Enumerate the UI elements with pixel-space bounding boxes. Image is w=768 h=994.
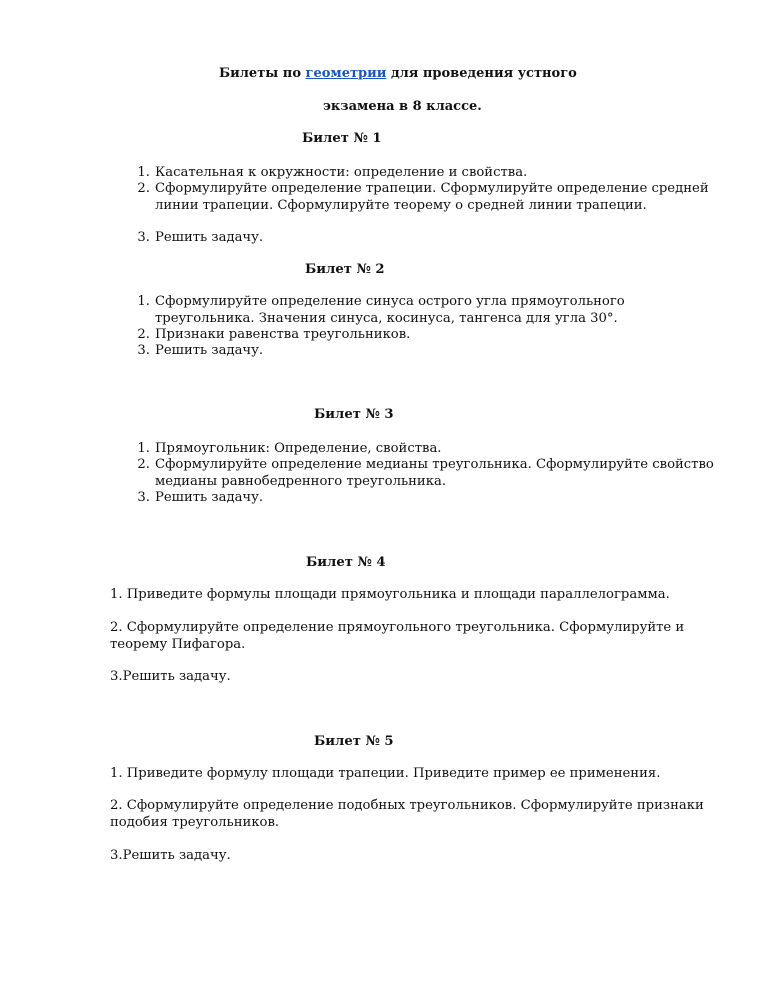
ticket-3-item-3-number: 3. — [137, 490, 150, 505]
ticket-3-item-3: Решить задачу. — [155, 490, 264, 505]
ticket-5-paragraph-2: 2. Сформулируйте определение подобных треугольников. Сформулируйте признаки подобия треугольников. — [110, 798, 704, 830]
ticket-5-paragraph-3: 3.Решить задачу. — [110, 848, 231, 863]
ticket-3-item-2-number: 2. — [137, 457, 150, 472]
ticket-1-item-3: Решить задачу. — [155, 230, 264, 245]
geometry-link[interactable]: геометрии — [305, 66, 387, 81]
document-subtitle: экзамена в 8 классе. — [323, 99, 482, 114]
ticket-4-heading: Билет № 4 — [306, 555, 386, 570]
ticket-2-item-2: Признаки равенства треугольников. — [155, 327, 411, 342]
ticket-3-item-1-number: 1. — [137, 441, 150, 456]
ticket-1-item-2: Сформулируйте определение трапеции. Сформулируйте определение средней линии трапеции. Сформулируйте теорему о средней линии трапеции. — [155, 181, 709, 213]
ticket-2-item-3-number: 3. — [137, 343, 150, 358]
title-prefix: Билеты по — [219, 66, 306, 81]
ticket-2-item-2-number: 2. — [137, 327, 150, 342]
ticket-3-item-1: Прямоугольник: Определение, свойства. — [155, 441, 442, 456]
ticket-3-heading: Билет № 3 — [314, 407, 394, 422]
ticket-4-paragraph-2: 2. Сформулируйте определение прямоугольного треугольника. Сформулируйте и теорему Пифагора. — [110, 620, 685, 652]
ticket-1-item-2-number: 2. — [137, 181, 150, 196]
ticket-2-item-1: Сформулируйте определение синуса острого угла прямоугольного треугольника. Значения синуса, косинуса, тангенса для угла 30°. — [155, 294, 625, 326]
document-title — [219, 66, 577, 83]
ticket-2-item-1-number: 1. — [137, 294, 150, 309]
ticket-1-item-1-number: 1. — [137, 165, 150, 180]
ticket-5-heading: Билет № 5 — [314, 734, 394, 749]
ticket-2-heading: Билет № 2 — [305, 262, 385, 277]
ticket-1-item-3-number: 3. — [137, 230, 150, 245]
ticket-3-item-2: Сформулируйте определение медианы треугольника. Сформулируйте свойство медианы равнобедренного треугольника. — [155, 457, 714, 489]
ticket-1-heading: Билет № 1 — [302, 131, 382, 146]
ticket-5-paragraph-1: 1. Приведите формулу площади трапеции. Приведите пример ее применения. — [110, 766, 661, 781]
ticket-2-item-3: Решить задачу. — [155, 343, 264, 358]
ticket-4-paragraph-1: 1. Приведите формулы площади прямоугольника и площади параллелограмма. — [110, 587, 670, 602]
ticket-1-item-1: Касательная к окружности: определение и свойства. — [155, 165, 528, 180]
ticket-4-paragraph-3: 3.Решить задачу. — [110, 669, 231, 684]
title-suffix: для проведения устного — [386, 66, 577, 81]
